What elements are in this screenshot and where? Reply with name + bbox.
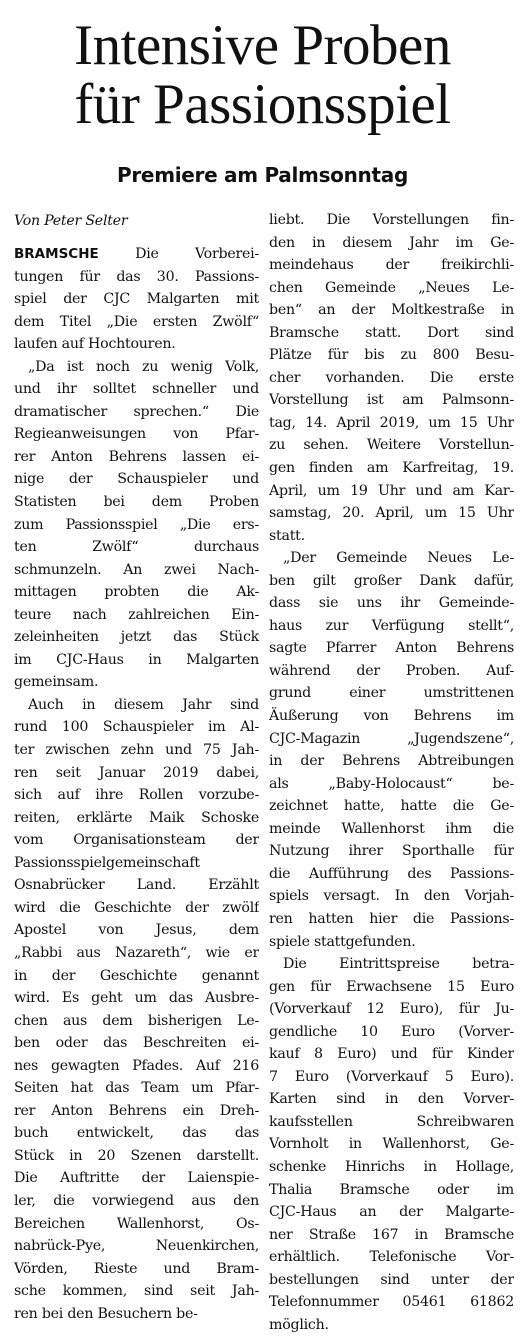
text-line-content: Thalia Bramsche oder im xyxy=(269,1181,514,1198)
text-line xyxy=(14,446,259,469)
text-line xyxy=(269,615,514,638)
text-line-content: sche kommen, sind seit Jah- xyxy=(14,1283,259,1300)
text-line xyxy=(269,299,514,322)
text-line xyxy=(269,1021,514,1044)
text-line xyxy=(269,434,514,457)
text-line xyxy=(14,762,259,785)
text-line xyxy=(14,559,259,582)
text-line-content: kauf 8 Euro) und für Kinder xyxy=(269,1046,514,1063)
text-line xyxy=(269,457,514,480)
text-line xyxy=(14,694,259,717)
text-line xyxy=(14,897,259,920)
text-line-content: Bereichen Wallenhorst, Os- xyxy=(14,1215,259,1232)
text-line-content: rer Anton Behrens ein Dreh- xyxy=(14,1102,259,1119)
text-line xyxy=(14,1032,259,1055)
text-line xyxy=(14,243,259,266)
text-line-content: ren seit Januar 2019 dabei, xyxy=(14,764,259,781)
text-line xyxy=(269,885,514,908)
text-line-content: rer Anton Behrens lassen ei- xyxy=(14,448,259,465)
text-line xyxy=(269,1201,514,1224)
text-line xyxy=(269,1156,514,1179)
text-line-content: ner Straße 167 in Bramsche xyxy=(269,1226,514,1243)
text-line xyxy=(14,1167,259,1190)
text-line-content: in der Geschichte genannt xyxy=(14,967,259,984)
text-line xyxy=(14,852,259,875)
text-line xyxy=(269,1066,514,1089)
text-line xyxy=(14,604,259,627)
text-line xyxy=(269,705,514,728)
text-line-content: spiel der CJC Malgarten mit xyxy=(14,291,259,308)
text-line xyxy=(14,874,259,897)
text-line xyxy=(14,987,259,1010)
text-line xyxy=(14,378,259,401)
text-line-content: zeleinheiten jetzt das Stück xyxy=(14,629,259,646)
text-line xyxy=(269,367,514,390)
text-line xyxy=(14,1303,259,1326)
text-line-content: CJC-Haus an der Malgarte- xyxy=(269,1204,514,1221)
text-line xyxy=(269,931,514,954)
text-line-content: dass sie uns ihr Gemeinde- xyxy=(269,595,514,612)
text-line xyxy=(14,401,259,424)
text-line-content: mittagen probten die Ak- xyxy=(14,584,259,601)
text-line-content: cher vorhanden. Die erste xyxy=(269,369,514,386)
text-line-content: 7 Euro (Vorverkauf 5 Euro). xyxy=(269,1068,514,1085)
text-line-content: dem Titel „Die ersten Zwölf“ xyxy=(14,313,259,330)
text-line xyxy=(14,1190,259,1213)
text-line-content: wird. Es geht um das Ausbre- xyxy=(14,990,259,1007)
text-line xyxy=(14,829,259,852)
text-line-content: Osnabrücker Land. Erzählt xyxy=(14,877,259,894)
text-line xyxy=(14,716,259,739)
text-line xyxy=(14,1077,259,1100)
text-line-content: nige der Schauspieler und xyxy=(14,471,259,488)
text-line xyxy=(269,660,514,683)
text-line xyxy=(269,412,514,435)
text-line xyxy=(14,807,259,830)
text-line-content: sagte Pfarrer Anton Behrens xyxy=(269,640,514,657)
headline xyxy=(0,16,525,134)
text-line xyxy=(269,525,514,548)
text-line xyxy=(269,1224,514,1247)
text-line xyxy=(14,311,259,334)
text-line xyxy=(14,1235,259,1258)
text-line xyxy=(14,671,259,694)
text-line xyxy=(269,209,514,232)
text-line xyxy=(14,266,259,289)
text-line-content: chen Gemeinde „Neues Le- xyxy=(269,279,514,296)
text-line-content: rund 100 Schauspieler im Al- xyxy=(14,719,259,736)
text-line-content: gen finden am Karfreitag, 19. xyxy=(269,460,514,477)
text-line-content: wird die Geschichte der zwölf xyxy=(14,899,259,916)
text-line xyxy=(14,942,259,965)
text-line xyxy=(269,1291,514,1314)
text-line-content: zeichnet hatte, hatte die Ge- xyxy=(269,798,514,815)
text-line xyxy=(269,232,514,255)
text-line xyxy=(14,649,259,672)
text-line-content: Nutzung ihrer Sporthalle für xyxy=(269,843,514,860)
byline: Von Peter Selter xyxy=(14,213,128,229)
text-line xyxy=(269,750,514,773)
text-line-content: gen für Erwachsene 15 Euro xyxy=(269,978,514,995)
text-line-content: schenke Hinrichs in Hollage, xyxy=(269,1158,514,1175)
text-line-content: vom Organisationsteam der xyxy=(14,832,259,849)
text-line-content: buch entwickelt, das das xyxy=(14,1125,259,1142)
text-line xyxy=(269,344,514,367)
text-line xyxy=(14,581,259,604)
text-line-content: CJC-Magazin „Jugendszene“, xyxy=(269,730,514,747)
text-line xyxy=(269,480,514,503)
text-line xyxy=(269,998,514,1021)
text-line-content: zu sehen. Weitere Vorstellun- xyxy=(269,437,514,454)
text-line-content: tungen für das 30. Passions- xyxy=(14,268,259,285)
text-line-content: Karten sind in den Vorver- xyxy=(269,1091,514,1108)
text-line xyxy=(269,976,514,999)
text-line xyxy=(14,739,259,762)
headline-line-1: Intensive Proben xyxy=(74,14,451,77)
text-line-content: Die Eintrittspreise betra- xyxy=(283,956,514,973)
text-line-content: ter zwischen zehn und 75 Jah- xyxy=(14,742,259,759)
text-line-content: kaufsstellen Schreibwaren xyxy=(269,1113,514,1130)
text-line xyxy=(269,863,514,886)
text-line-content: Bramsche statt. Dort sind xyxy=(269,324,514,341)
text-line-content: Vorstellung ist am Palmsonn- xyxy=(269,392,514,409)
text-line-content: statt. xyxy=(269,527,305,544)
text-line-content: ler, die vorwiegend aus den xyxy=(14,1192,259,1209)
headline-line-2: für Passionsspiel xyxy=(74,73,451,136)
text-line xyxy=(14,1010,259,1033)
text-line xyxy=(14,919,259,942)
text-line-content: laufen auf Hochtouren. xyxy=(14,336,176,353)
text-line-content: Äußerung von Behrens im xyxy=(269,708,514,725)
text-line xyxy=(269,637,514,660)
text-line-content: bestellungen sind unter der xyxy=(269,1271,514,1288)
text-line xyxy=(269,953,514,976)
text-line-content: liebt. Die Vorstellungen fin- xyxy=(269,212,514,228)
text-line-content: zum Passionsspiel „Die ers- xyxy=(14,516,259,533)
text-line xyxy=(14,468,259,491)
text-line-content: Seiten hat das Team um Pfar- xyxy=(14,1080,259,1097)
text-line-content: dramatischer sprechen.“ Die xyxy=(14,403,259,420)
text-line-content: nes gewagten Pfades. Auf 216 xyxy=(14,1057,259,1074)
text-line xyxy=(269,1088,514,1111)
text-line-content: Die Vorberei- xyxy=(98,246,259,262)
text-line-content: schmunzeln. An zwei Nach- xyxy=(14,561,259,578)
text-line xyxy=(14,1213,259,1236)
text-line-content: Vornholt in Wallenhorst, Ge- xyxy=(269,1136,514,1153)
text-line xyxy=(269,840,514,863)
text-line xyxy=(269,728,514,751)
text-line xyxy=(14,333,259,356)
text-line xyxy=(269,1179,514,1202)
text-line xyxy=(269,908,514,931)
text-line-content: meindehaus der freikirchli- xyxy=(269,257,514,274)
text-line-content: sich auf ihre Rollen vorzube- xyxy=(14,787,259,804)
text-line-content: chen aus dem bisherigen Le- xyxy=(14,1012,259,1029)
text-line xyxy=(14,423,259,446)
text-line xyxy=(269,1111,514,1134)
text-line-content: Die Auftritte der Laienspie- xyxy=(14,1170,259,1187)
text-line xyxy=(14,536,259,559)
text-line-content: „Rabbi aus Nazareth“, wie er xyxy=(14,944,259,961)
text-line xyxy=(269,389,514,412)
text-line-content: April, um 19 Uhr und am Kar- xyxy=(269,482,514,499)
text-line xyxy=(14,288,259,311)
text-line-content: ben gilt großer Dank dafür, xyxy=(269,572,514,589)
text-line-content: Regieanweisungen von Pfar- xyxy=(14,426,259,443)
text-line-content: nabrück-Pye, Neuenkirchen, xyxy=(14,1238,259,1255)
text-line xyxy=(269,1043,514,1066)
text-line xyxy=(269,682,514,705)
text-line xyxy=(14,626,259,649)
text-line xyxy=(269,795,514,818)
text-line-content: spiele stattgefunden. xyxy=(269,933,416,950)
text-line-content: reiten, erklärte Maik Schoske xyxy=(14,809,259,826)
text-line xyxy=(269,322,514,345)
text-line-content: teure nach zahlreichen Ein- xyxy=(14,606,259,623)
text-line xyxy=(14,514,259,537)
text-line-content: erhältlich. Telefonische Vor- xyxy=(269,1249,514,1266)
text-line-content: Passionsspielgemeinschaft xyxy=(14,854,200,871)
text-line-content: in der Behrens Abtreibungen xyxy=(269,753,514,770)
text-line-content: haus zur Verfügung stellt“, xyxy=(269,617,514,634)
text-line xyxy=(269,1246,514,1269)
text-line-content: im CJC-Haus in Malgarten xyxy=(14,651,259,668)
text-line xyxy=(269,592,514,615)
text-line xyxy=(269,773,514,796)
text-line-content: Apostel von Jesus, dem xyxy=(14,922,259,939)
text-line-content: Statisten bei dem Proben xyxy=(14,494,259,511)
text-line xyxy=(269,1314,514,1336)
text-line xyxy=(14,1258,259,1281)
text-line-content: tag, 14. April 2019, um 15 Uhr xyxy=(269,414,514,431)
text-line-content: während der Proben. Auf- xyxy=(269,662,514,679)
text-line-content: ren hatten hier die Passions- xyxy=(269,910,514,927)
text-line-content: gemeinsam. xyxy=(14,674,99,691)
text-line-content: (Vorverkauf 12 Euro), für Ju- xyxy=(269,1001,514,1018)
text-line-content: „Der Gemeinde Neues Le- xyxy=(283,550,514,567)
text-line-content: meinde Wallenhorst ihm die xyxy=(269,820,514,837)
text-line-content: die Aufführung des Passions- xyxy=(269,865,514,882)
text-line-content: ren bei den Besuchern be- xyxy=(14,1305,198,1322)
text-line-content: Auch in diesem Jahr sind xyxy=(28,696,259,713)
text-line xyxy=(269,1269,514,1292)
dateline: BRAMSCHE xyxy=(14,246,99,262)
text-line-content: als „Baby-Holocaust“ be- xyxy=(269,775,514,792)
text-line xyxy=(14,1145,259,1168)
text-line-content: samstag, 20. April, um 15 Uhr xyxy=(269,505,514,522)
text-line-content: den in diesem Jahr im Ge- xyxy=(269,234,514,251)
text-line-content: „Da ist noch zu wenig Volk, xyxy=(28,358,259,375)
text-line xyxy=(14,491,259,514)
article-column-right xyxy=(269,209,514,1336)
text-line xyxy=(14,784,259,807)
text-line xyxy=(14,1280,259,1303)
text-line xyxy=(14,356,259,379)
text-line-content: Telefonnummer 05461 61862 xyxy=(269,1294,514,1311)
text-line xyxy=(14,1055,259,1078)
text-line-content: Stück in 20 Szenen darstellt. xyxy=(14,1147,259,1164)
text-line-content: spiels versagt. In den Vorjah- xyxy=(269,888,514,905)
text-line xyxy=(14,1100,259,1123)
text-line xyxy=(269,1133,514,1156)
text-line xyxy=(269,547,514,570)
text-line-content: gendliche 10 Euro (Vorver- xyxy=(269,1023,514,1040)
text-line xyxy=(269,570,514,593)
text-line xyxy=(14,1122,259,1145)
text-line-content: Plätze für bis zu 800 Besu- xyxy=(269,347,514,364)
text-line-content: ben“ an der Moltkestraße in xyxy=(269,302,514,319)
text-line-content: ten Zwölf“ durchaus xyxy=(14,539,259,556)
text-line xyxy=(14,965,259,988)
text-line-content: und ihr solltet schneller und xyxy=(14,381,259,398)
text-line-content: grund einer umstrittenen xyxy=(269,685,514,702)
subheadline: Premiere am Palmsonntag xyxy=(117,163,408,187)
text-line xyxy=(269,254,514,277)
text-line xyxy=(269,277,514,300)
text-line xyxy=(269,818,514,841)
article-column-left xyxy=(14,210,259,1325)
text-line-content: möglich. xyxy=(269,1316,329,1333)
text-line-content: Vörden, Rieste und Bram- xyxy=(14,1260,259,1277)
text-line xyxy=(269,502,514,525)
text-line-content: ben oder das Beschreiten ei- xyxy=(14,1035,259,1052)
